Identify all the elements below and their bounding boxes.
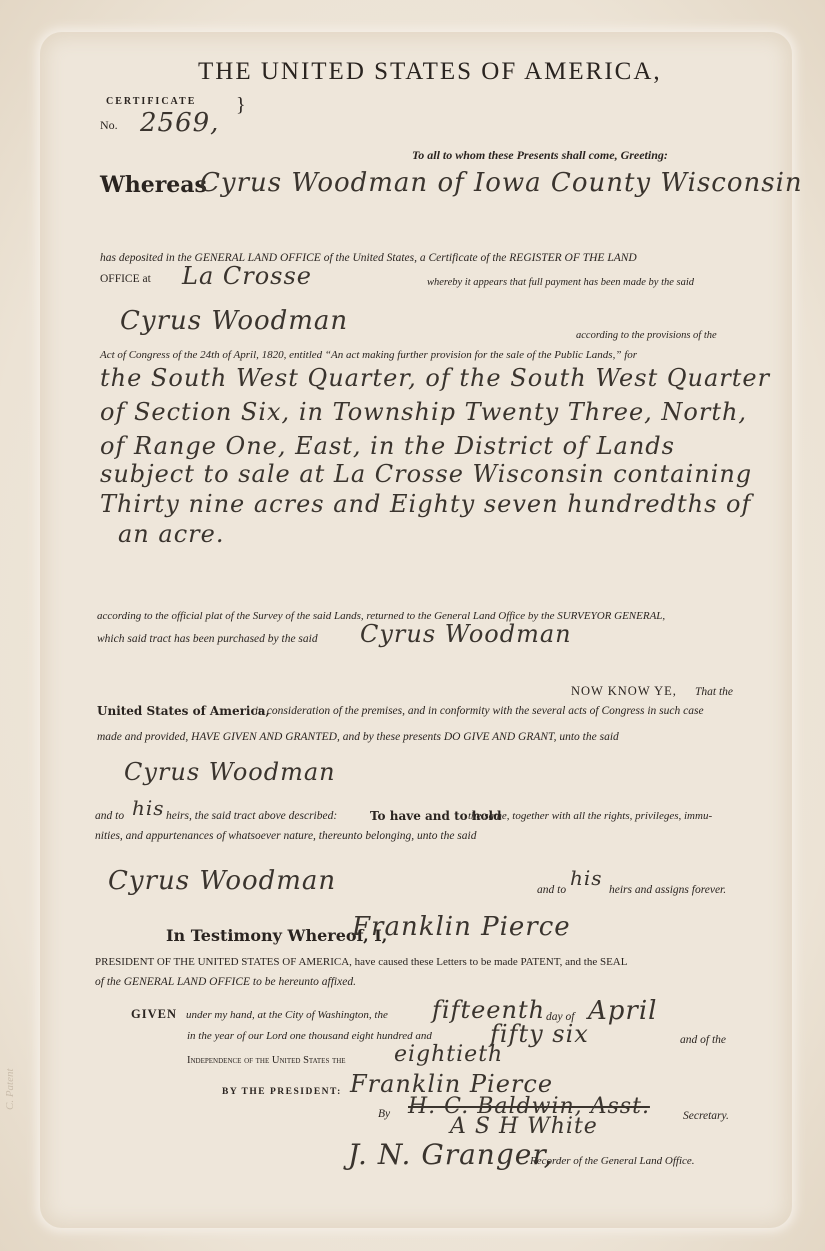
his-handwritten-2: his [570, 866, 603, 890]
official-plat-line: according to the official plat of the Survey of the said Lands, returned to the General Land Office by the SURVEYOR GENERAL, [97, 610, 666, 622]
description-line: an acre. [118, 520, 225, 548]
margin-note: C. Patent [4, 1068, 16, 1110]
brace-icon: } [236, 94, 246, 116]
consideration-line: in consideration of the premises, and in conformity with the several acts of Congress in such case [255, 705, 704, 717]
year-line: in the year of our Lord one thousand eight hundred and [187, 1030, 432, 1042]
by-text: By [378, 1108, 391, 1120]
given-under-text: under my hand, at the City of Washington, the [186, 1009, 388, 1021]
purchaser-name: Cyrus Woodman [360, 620, 572, 648]
by-the-president: BY THE PRESIDENT: [222, 1087, 342, 1097]
certificate-no-label: No. [100, 118, 118, 132]
deposit-line: has deposited in the GENERAL LAND OFFICE of the United States, a Certificate of the REGISTER OF THE LAND [100, 252, 637, 264]
description-line: the South West Quarter, of the South West Quarter [100, 364, 771, 392]
secretary-label: Secretary. [683, 1110, 729, 1122]
to-have-and-hold: To have and to hold [370, 809, 502, 823]
and-of-the-text: and of the [680, 1034, 726, 1046]
act-line: Act of Congress of the 24th of April, 1820, entitled “An act making further provision for the sale of the Public Lands,” for [100, 349, 638, 361]
whereas-word: Whereas [100, 172, 207, 198]
grantee-name-2: Cyrus Woodman [108, 866, 337, 896]
day-of-text: day of [546, 1011, 575, 1023]
given-granted-line: made and provided, HAVE GIVEN AND GRANTED, and by these presents DO GIVE AND GRANT, unto the said [97, 731, 619, 743]
office-place: La Crosse [182, 262, 312, 290]
president-line: PRESIDENT OF THE UNITED STATES OF AMERICA, have caused these Letters to be made PATENT, and the SEAL [95, 956, 628, 968]
president-name: Franklin Pierce [352, 912, 571, 942]
recorder-signature: J. N. Granger, [348, 1138, 554, 1171]
rights-text: the same, together with all the rights, privileges, immu- [468, 810, 713, 822]
grantee-origin: Cyrus Woodman of Iowa County Wisconsin [200, 168, 803, 198]
in-testimony-whereof: In Testimony Whereof, I, [166, 926, 388, 945]
now-know-ye: NOW KNOW YE, [571, 684, 677, 698]
nities-line: nities, and appurtenances of whatsoever nature, thereunto belonging, unto the said [95, 830, 477, 842]
document-title: THE UNITED STATES OF AMERICA, [198, 58, 662, 85]
whereby-line: whereby it appears that full payment has been made by the said [427, 277, 695, 288]
given-word: GIVEN [131, 1007, 177, 1021]
his-handwritten: his [132, 796, 165, 820]
recorder-label: Recorder of the General Land Office. [530, 1155, 695, 1167]
day-handwritten: fifteenth [432, 996, 546, 1024]
description-line: of Range One, East, in the District of Lands [100, 432, 675, 460]
independence-text: Independence of the United States the [187, 1055, 346, 1066]
greeting: To all to whom these Presents shall come, Greeting: [412, 148, 668, 162]
usa-blackletter: United States of America, [97, 704, 270, 718]
purchased-line: which said tract has been purchased by the said [97, 633, 318, 645]
certificate-number: 2569, [140, 108, 220, 138]
year-handwritten: fifty six [490, 1020, 589, 1048]
description-line: of Section Six, in Township Twenty Three, North, [100, 398, 748, 426]
seal-line: of the GENERAL LAND OFFICE to be hereunto affixed. [95, 976, 356, 988]
and-to-text-2: and to [537, 884, 567, 896]
independence-year: eightieth [394, 1042, 504, 1067]
description-line: subject to sale at La Crosse Wisconsin containing [100, 460, 753, 488]
office-at-label: OFFICE at [100, 273, 151, 285]
that-the-text: That the [695, 686, 734, 698]
secretary-signature-2: A S H White [450, 1114, 598, 1139]
month-handwritten: April [588, 996, 658, 1026]
president-signature: Franklin Pierce [350, 1070, 554, 1098]
payer-name: Cyrus Woodman [120, 306, 349, 336]
and-to-text: and to [95, 810, 125, 822]
heirs-tract-text: heirs, the said tract above described: [166, 810, 338, 822]
grantee-name: Cyrus Woodman [124, 758, 336, 786]
description-line: Thirty nine acres and Eighty seven hundredths of [100, 490, 752, 518]
certificate-label: CERTIFICATE [106, 96, 197, 107]
heirs-assigns-text: heirs and assigns forever. [609, 884, 727, 896]
secretary-signature: H. C. Baldwin, Asst. [408, 1094, 650, 1119]
provisions-text: according to the provisions of the [576, 330, 717, 341]
